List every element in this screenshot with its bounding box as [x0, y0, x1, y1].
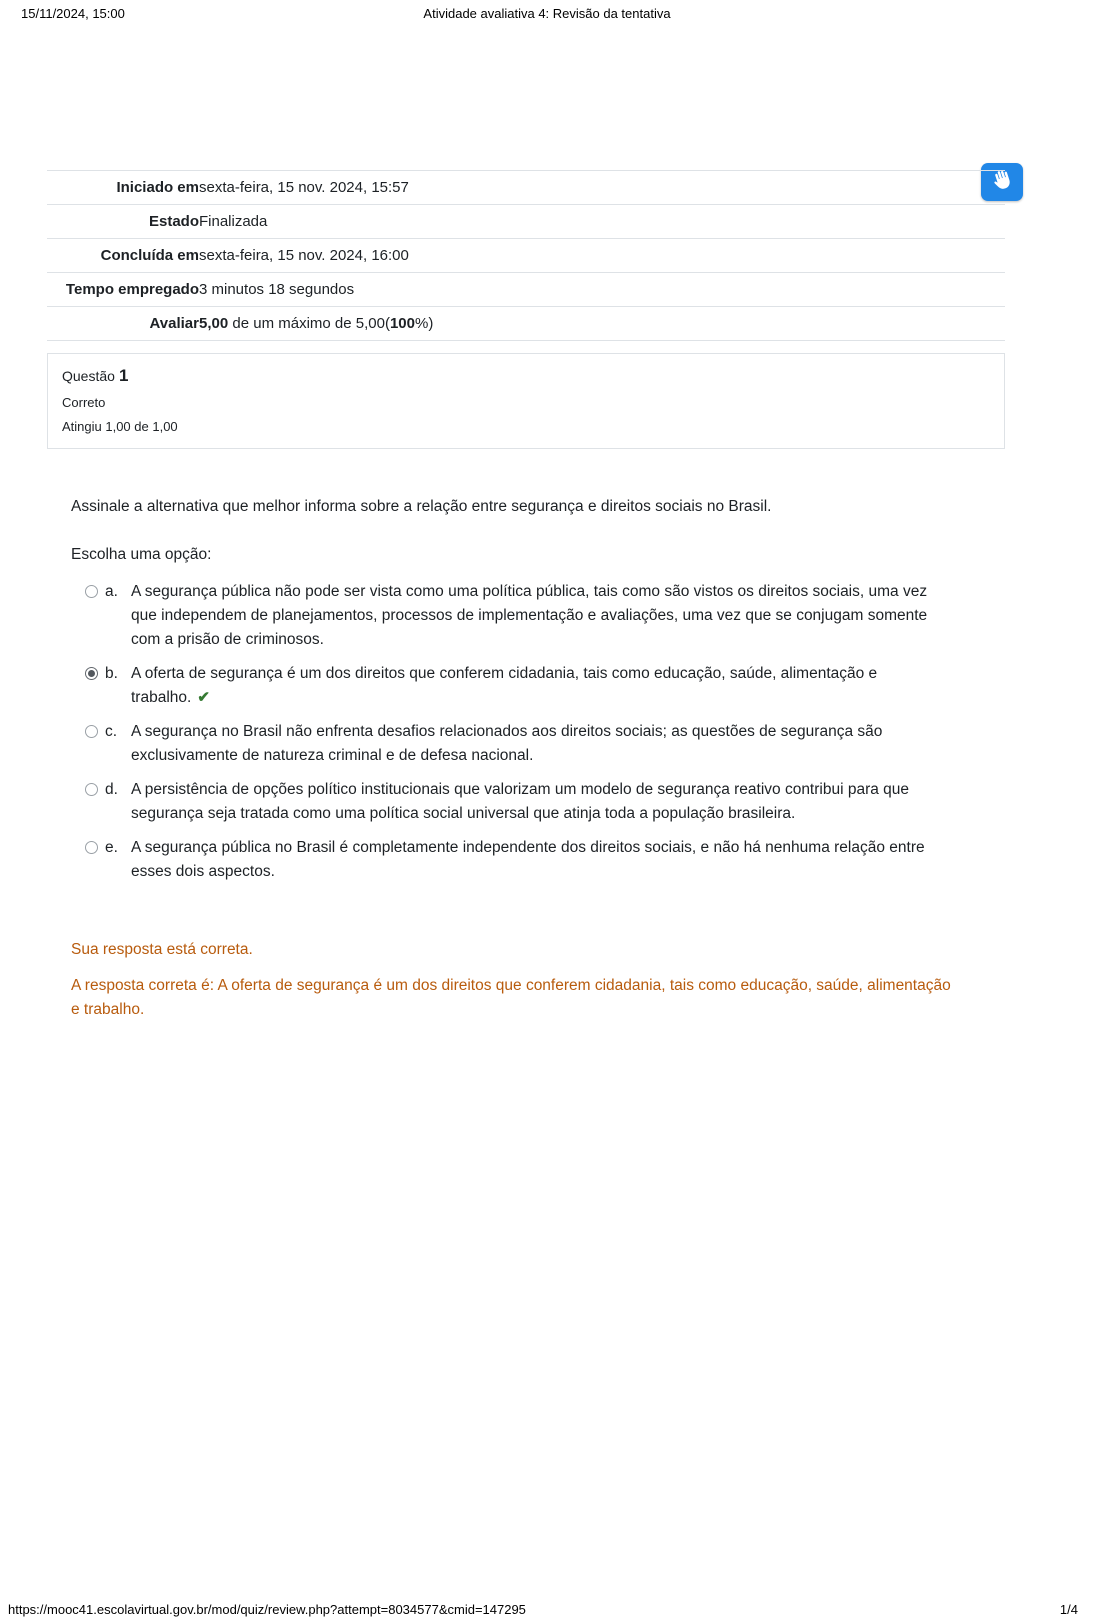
- page-number: 1/4: [1059, 1602, 1078, 1617]
- summary-row: [47, 205, 1005, 239]
- option-text: [131, 836, 951, 884]
- answer-option-b[interactable]: [85, 662, 1005, 710]
- answer-option-d[interactable]: [85, 778, 1005, 826]
- choose-option-prompt: Escolha uma opção:: [71, 546, 212, 564]
- question-status: Correto: [62, 395, 106, 410]
- grade-suffix: %): [414, 315, 434, 332]
- summary-value: Finalizada: [199, 205, 1005, 239]
- print-footer: [0, 1599, 1094, 1617]
- grade-score: 5,00: [199, 315, 229, 332]
- question-label: Questão: [62, 368, 115, 384]
- quiz-review-content: [47, 170, 1005, 1022]
- answer-feedback: [71, 938, 1005, 1022]
- question-points: Atingiu 1,00 de 1,00: [62, 419, 178, 434]
- option-text: [131, 720, 951, 768]
- option-letter: e.: [105, 839, 118, 857]
- radio-button[interactable]: [85, 841, 98, 854]
- option-text: [131, 778, 951, 826]
- option-letter: a.: [105, 583, 118, 601]
- summary-label: Avaliar: [47, 307, 199, 341]
- summary-row: [47, 239, 1005, 273]
- option-text-content: A segurança pública não pode ser vista como uma política pública, tais como são vistos os direitos sociais, uma vez que independem de planejamentos, processos de implementação e avaliações, uma vez que se conjugam somente com a prisão de criminosos.: [131, 583, 928, 649]
- grade-percent: 100: [389, 315, 415, 332]
- radio-button[interactable]: [85, 783, 98, 796]
- answer-option-a[interactable]: [85, 580, 1005, 652]
- option-text-content: A segurança pública no Brasil é completamente independente dos direitos sociais, e não há nenhuma relação entre esses dois aspectos.: [131, 839, 925, 881]
- question-number: 1: [118, 366, 129, 385]
- summary-row: [47, 171, 1005, 205]
- grade-middle: de um máximo de 5,00(: [228, 315, 390, 332]
- option-text-content: A segurança no Brasil não enfrenta desafios relacionados aos direitos sociais; as questões de segurança são exclusivamente de natureza criminal e de defesa nacional.: [131, 723, 883, 765]
- page-url: https://mooc41.escolavirtual.gov.br/mod/quiz/review.php?attempt=8034577&cmid=147295: [8, 1602, 526, 1617]
- question-text: Assinale a alternativa que melhor informa sobre a relação entre segurança e direitos sociais no Brasil.: [71, 498, 772, 515]
- summary-value: 3 minutos 18 segundos: [199, 273, 1005, 307]
- feedback-correct-line: Sua resposta está correta.: [71, 941, 253, 959]
- answer-option-e[interactable]: [85, 836, 1005, 884]
- summary-row: [47, 273, 1005, 307]
- attempt-summary-table: [47, 170, 1005, 341]
- print-datetime: 15/11/2024, 15:00: [21, 6, 125, 21]
- summary-label: Estado: [47, 205, 199, 239]
- answer-option-c[interactable]: [85, 720, 1005, 768]
- option-text-content: A persistência de opções político institucionais que valorizam um modelo de segurança reativo contribui para que segurança seja tratada como uma política social universal que atinja toda a população brasileira.: [131, 781, 910, 823]
- summary-value: sexta-feira, 15 nov. 2024, 15:57: [199, 171, 1005, 205]
- question-body: [47, 495, 1005, 1022]
- summary-value: sexta-feira, 15 nov. 2024, 16:00: [199, 239, 1005, 273]
- option-text: [131, 662, 951, 710]
- option-letter: c.: [105, 723, 118, 741]
- page-title: Atividade avaliativa 4: Revisão da tentativa: [423, 6, 671, 21]
- option-letter: d.: [105, 781, 118, 799]
- summary-row-grade: [47, 307, 1005, 341]
- correct-check-icon: ✔: [197, 689, 210, 707]
- option-letter: b.: [105, 665, 118, 683]
- answer-options: [85, 580, 1005, 884]
- option-text-content: A oferta de segurança é um dos direitos que conferem cidadania, tais como educação, saúde, alimentação e trabalho.: [131, 665, 878, 707]
- question-info-box: [47, 353, 1005, 449]
- radio-button[interactable]: [85, 585, 98, 598]
- radio-button[interactable]: [85, 725, 98, 738]
- summary-grade-value: [199, 307, 1005, 341]
- question-header: [62, 366, 990, 386]
- option-text: [131, 580, 951, 652]
- summary-label: Concluída em: [47, 239, 199, 273]
- summary-label: Iniciado em: [47, 171, 199, 205]
- print-header: [0, 6, 1094, 24]
- summary-label: Tempo empregado: [47, 273, 199, 307]
- feedback-right-answer: A resposta correta é: A oferta de segurança é um dos direitos que conferem cidadania, tais como educação, saúde, alimentação e trabalho.: [71, 977, 951, 1019]
- radio-button[interactable]: [85, 667, 98, 680]
